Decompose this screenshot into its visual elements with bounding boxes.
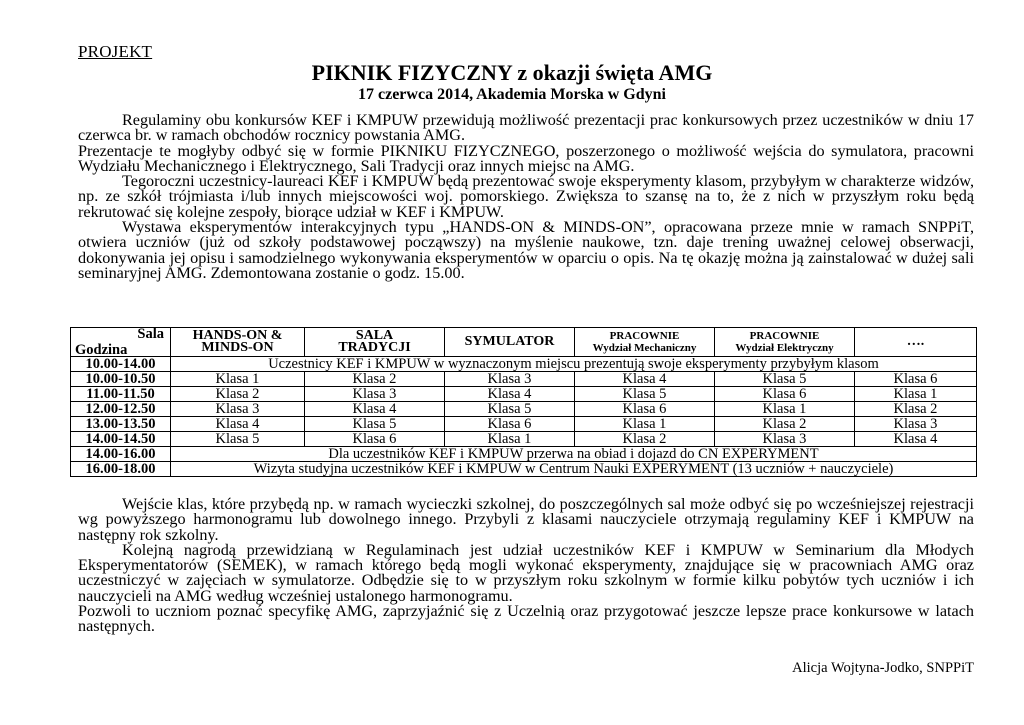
project-label: PROJEKT bbox=[78, 42, 153, 61]
time-cell: 13.00-13.50 bbox=[71, 417, 171, 432]
merged-cell: Wizyta studyjna uczestników KEF i KMPUW w Centrum Nauki EXPERYMENT (13 uczniów + nauczyciele) bbox=[171, 462, 977, 477]
time-cell: 14.00-14.50 bbox=[71, 432, 171, 447]
schedule-header-row bbox=[71, 328, 977, 357]
column-header-line: Wydział Elektryczny bbox=[735, 342, 834, 354]
document-title: PIKNIK FIZYCZNY z okazji święta AMG bbox=[311, 60, 713, 85]
class-cell: Klasa 4 bbox=[575, 372, 715, 387]
time-cell: 10.00-14.00 bbox=[71, 357, 171, 372]
class-cell: Klasa 3 bbox=[445, 372, 575, 387]
intro-paragraph: Wystawa eksperymentów interakcyjnych typu „HANDS-ON & MINDS-ON”, opracowana przeze mnie w ramach SNPPiT, otwiera uczniów (już od szkoły podstawowej począwszy) na myślenie naukowe, tzn. daje trening uważnej celowej obserwacji, dokonywania jej opisu i samodzielnego wykonywania eksperymentów w oparciu o opis. Na tę okazję można ją zainstalować w dużej sali seminaryjnej AMG. Zdemontowana zostanie o godz. 15.00. bbox=[78, 218, 974, 282]
column-header-line: SALA bbox=[355, 328, 394, 343]
column-header-pracownie-elektryczny bbox=[715, 328, 855, 357]
class-cell: Klasa 6 bbox=[305, 432, 445, 447]
class-cell: Klasa 3 bbox=[855, 417, 977, 432]
column-header-line: HANDS-ON & bbox=[192, 328, 283, 343]
column-header-line: …. bbox=[906, 334, 925, 349]
intro-text bbox=[78, 113, 974, 281]
class-cell: Klasa 3 bbox=[305, 387, 445, 402]
column-header-line: PRACOWNIE bbox=[609, 330, 680, 342]
class-cell: Klasa 6 bbox=[575, 402, 715, 417]
signature: Alicja Wojtyna-Jodko, SNPPiT bbox=[792, 660, 974, 676]
table-row bbox=[71, 357, 977, 372]
column-header-line: MINDS-ON bbox=[201, 340, 274, 355]
class-cell: Klasa 6 bbox=[855, 372, 977, 387]
class-cell: Klasa 6 bbox=[445, 417, 575, 432]
class-cell: Klasa 3 bbox=[715, 432, 855, 447]
schedule-table bbox=[70, 327, 977, 477]
time-cell: 12.00-12.50 bbox=[71, 402, 171, 417]
table-row bbox=[71, 447, 977, 462]
class-cell: Klasa 1 bbox=[855, 387, 977, 402]
time-cell: 10.00-10.50 bbox=[71, 372, 171, 387]
table-row bbox=[71, 402, 977, 417]
time-cell: 16.00-18.00 bbox=[71, 462, 171, 477]
intro-paragraph: Regulaminy obu konkursów KEF i KMPUW przewidują możliwość prezentacji prac konkursowych przez uczestników w dniu 17 czerwca br. w ramach obchodów rocznicy powstania AMG. bbox=[78, 111, 974, 145]
class-cell: Klasa 5 bbox=[171, 432, 305, 447]
column-header-line: TRADYCJI bbox=[338, 340, 411, 355]
column-header-line: Wydział Mechaniczny bbox=[592, 342, 697, 354]
class-cell: Klasa 4 bbox=[855, 432, 977, 447]
class-cell: Klasa 5 bbox=[575, 387, 715, 402]
merged-cell: Uczestnicy KEF i KMPUW w wyznaczonym miejscu prezentują swoje eksperymenty przybyłym klasom bbox=[171, 357, 977, 372]
outro-text bbox=[78, 497, 974, 635]
column-header-sala-tradycji bbox=[305, 328, 445, 357]
table-row bbox=[71, 462, 977, 477]
class-cell: Klasa 2 bbox=[305, 372, 445, 387]
schedule-body bbox=[71, 357, 977, 477]
class-cell: Klasa 2 bbox=[715, 417, 855, 432]
table-row bbox=[71, 417, 977, 432]
class-cell: Klasa 3 bbox=[171, 402, 305, 417]
table-row bbox=[71, 372, 977, 387]
table-row bbox=[71, 432, 977, 447]
document-subtitle: 17 czerwca 2014, Akademia Morska w Gdyni bbox=[358, 86, 666, 103]
class-cell: Klasa 1 bbox=[575, 417, 715, 432]
corner-sala-label: Sala bbox=[137, 327, 164, 342]
column-header-symulator bbox=[445, 328, 575, 357]
intro-paragraph: Tegoroczni uczestnicy-laureaci KEF i KMPUW będą prezentować swoje eksperymenty klasom, przybyłym w charakterze widzów, np. ze szkół trójmiasta i/lub innych miejscowości woj. pomorskiego. Zwiększa to szansę na to, że z nich w przyszłym roku będą rekrutować się kolejne zespoły, biorące udział w KEF i KMPUW. bbox=[78, 172, 974, 221]
outro-paragraph: Pozwoli to uczniom poznać specyfikę AMG, zaprzyjaźnić się z Uczelnią oraz przygotować jeszcze lepsze prace konkursowe w latach następnych. bbox=[78, 602, 974, 636]
outro-paragraph: Wejście klas, które przybędą np. w ramach wycieczki szkolnej, do poszczególnych sal może odbyć się po wcześniejszej rejestracji wg powyższego harmonogramu lub dowolnego innego. Przybyli z klasami nauczyciele otrzymają regulaminy KEF i KMPUW na następny rok szkolny. bbox=[78, 495, 974, 544]
column-header-more bbox=[855, 328, 977, 357]
class-cell: Klasa 5 bbox=[445, 402, 575, 417]
class-cell: Klasa 2 bbox=[171, 387, 305, 402]
intro-paragraph: Prezentacje te mogłyby odbyć się w formie PIKNIKU FIZYCZNEGO, poszerzonego o możliwość wejścia do symulatora, pracowni Wydziału Mechanicznego i Elektrycznego, Sali Tradycji oraz innych miejsc na AMG. bbox=[78, 141, 974, 175]
class-cell: Klasa 6 bbox=[715, 387, 855, 402]
class-cell: Klasa 4 bbox=[445, 387, 575, 402]
column-header-pracownie-mechaniczny bbox=[575, 328, 715, 357]
class-cell: Klasa 4 bbox=[305, 402, 445, 417]
column-header-line: PRACOWNIE bbox=[749, 330, 820, 342]
class-cell: Klasa 5 bbox=[715, 372, 855, 387]
table-row bbox=[71, 387, 977, 402]
class-cell: Klasa 4 bbox=[171, 417, 305, 432]
outro-paragraph: Kolejną nagrodą przewidzianą w Regulaminach jest udział uczestników KEF i KMPUW w Seminarium dla Młodych Eksperymentatorów (SEMEK), w ramach którego będą mogli wykonać eksperymenty, znajdujące się w pracowniach AMG oraz uczestniczyć w zajęciach w symulatorze. Odbędzie się to w przyszłym roku szkolnym w formie kilku pobytów tych uczniów i ich nauczycieli na AMG według wcześniej ustalonego harmonogramu. bbox=[78, 540, 974, 605]
corner-godzina-label: Godzina bbox=[75, 342, 128, 357]
class-cell: Klasa 1 bbox=[715, 402, 855, 417]
column-header-line: SYMULATOR bbox=[464, 334, 555, 349]
column-header-hands-on bbox=[171, 328, 305, 357]
class-cell: Klasa 5 bbox=[305, 417, 445, 432]
corner-header-cell bbox=[71, 328, 171, 357]
merged-cell: Dla uczestników KEF i KMPUW przerwa na obiad i dojazd do CN EXPERYMENT bbox=[171, 447, 977, 462]
class-cell: Klasa 2 bbox=[855, 402, 977, 417]
time-cell: 11.00-11.50 bbox=[71, 387, 171, 402]
class-cell: Klasa 2 bbox=[575, 432, 715, 447]
class-cell: Klasa 1 bbox=[171, 372, 305, 387]
time-cell: 14.00-16.00 bbox=[71, 447, 171, 462]
class-cell: Klasa 1 bbox=[445, 432, 575, 447]
